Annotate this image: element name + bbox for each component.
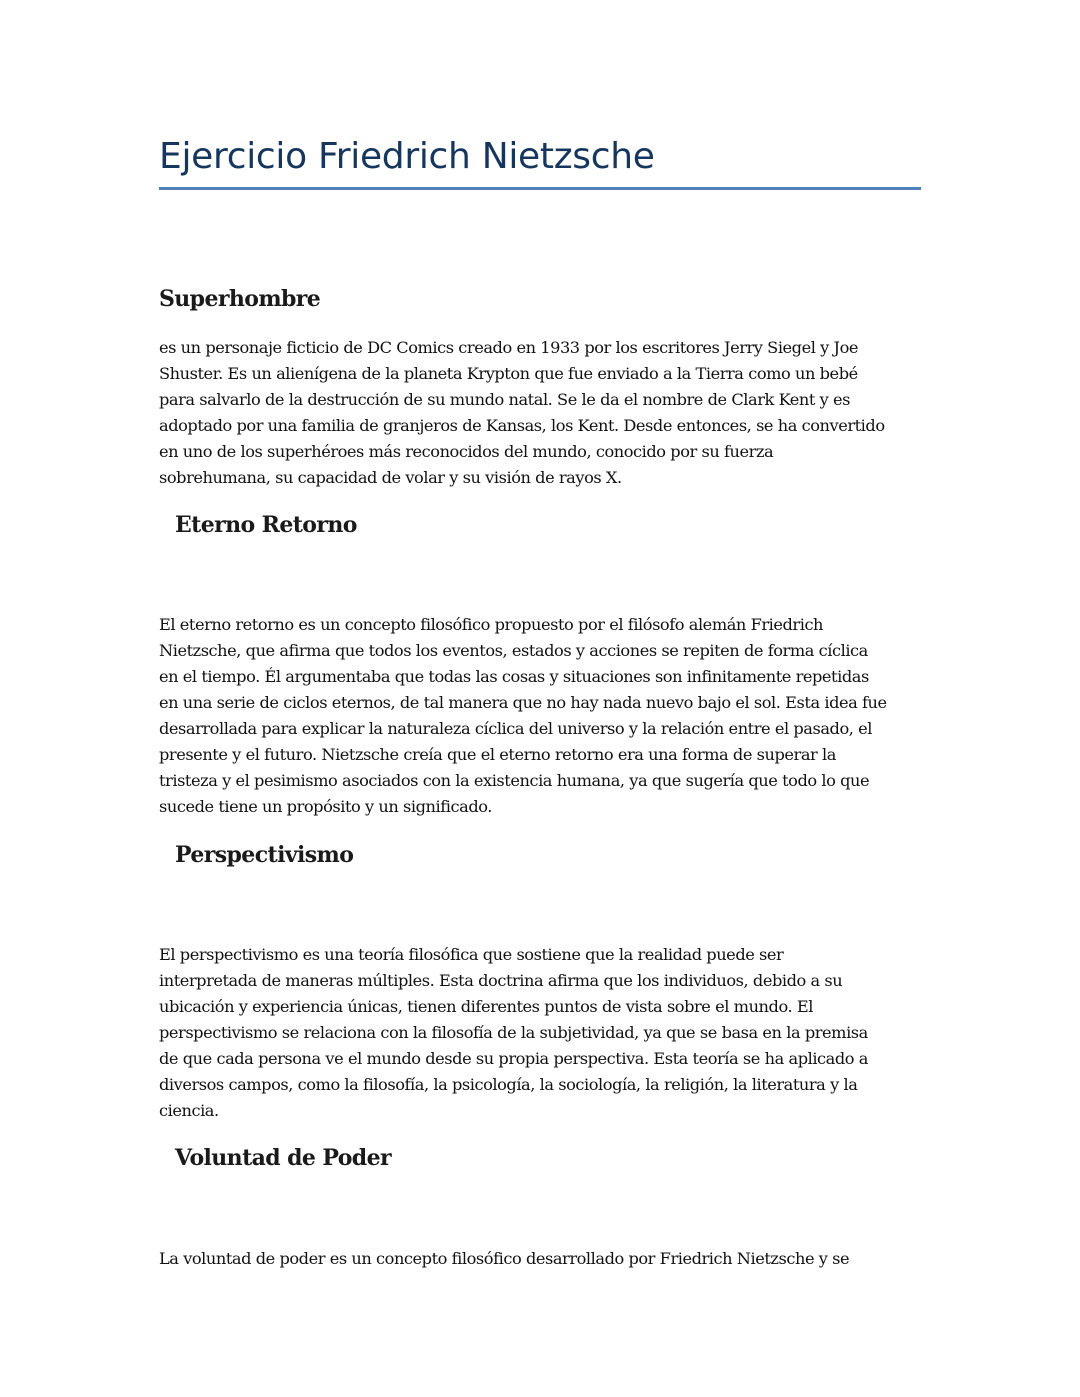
title-underline: [159, 187, 921, 190]
heading-eterno-retorno: Eterno Retorno: [175, 512, 357, 538]
heading-perspectivismo: Perspectivismo: [175, 842, 354, 868]
text-line: adoptado por una familia de granjeros de Kansas, los Kent. Desde entonces, se ha convertido: [159, 416, 885, 435]
text-line: presente y el futuro. Nietzsche creía que el eterno retorno era una forma de superar la: [159, 745, 836, 764]
heading-superhombre: Superhombre: [159, 286, 321, 312]
text-line: sobrehumana, su capacidad de volar y su visión de rayos X.: [159, 468, 622, 487]
paragraph-perspectivismo: [159, 942, 921, 1124]
heading-voluntad-de-poder: Voluntad de Poder: [175, 1145, 391, 1171]
document-title: Ejercicio Friedrich Nietzsche: [159, 136, 655, 177]
text-line: sucede tiene un propósito y un significado.: [159, 797, 492, 816]
paragraph-eterno-retorno: [159, 612, 921, 820]
text-line: La voluntad de poder es un concepto filosófico desarrollado por Friedrich Nietzsche y se: [159, 1249, 850, 1268]
text-line: tristeza y el pesimismo asociados con la existencia humana, ya que sugería que todo lo que: [159, 771, 870, 790]
paragraph-voluntad-de-poder: [159, 1246, 921, 1272]
text-line: Nietzsche, que afirma que todos los eventos, estados y acciones se repiten de forma cíclica: [159, 641, 868, 660]
text-line: en una serie de ciclos eternos, de tal manera que no hay nada nuevo bajo el sol. Esta idea fue: [159, 693, 887, 712]
text-line: interpretada de maneras múltiples. Esta doctrina afirma que los individuos, debido a su: [159, 971, 843, 990]
text-line: Shuster. Es un alienígena de la planeta Krypton que fue enviado a la Tierra como un bebé: [159, 364, 858, 383]
text-line: en el tiempo. Él argumentaba que todas las cosas y situaciones son infinitamente repetidas: [159, 667, 869, 686]
text-line: diversos campos, como la filosofía, la psicología, la sociología, la religión, la literatura y la: [159, 1075, 858, 1094]
text-line: ubicación y experiencia únicas, tienen diferentes puntos de vista sobre el mundo. El: [159, 997, 813, 1016]
text-line: El eterno retorno es un concepto filosófico propuesto por el filósofo alemán Friedrich: [159, 615, 824, 634]
text-line: ciencia.: [159, 1101, 219, 1120]
paragraph-superhombre: [159, 335, 921, 491]
text-line: es un personaje ficticio de DC Comics creado en 1933 por los escritores Jerry Siegel y Joe: [159, 338, 858, 357]
text-line: para salvarlo de la destrucción de su mundo natal. Se le da el nombre de Clark Kent y es: [159, 390, 851, 409]
text-line: desarrollada para explicar la naturaleza cíclica del universo y la relación entre el pasado, el: [159, 719, 873, 738]
text-line: en uno de los superhéroes más reconocidos del mundo, conocido por su fuerza: [159, 442, 774, 461]
text-line: de que cada persona ve el mundo desde su propia perspectiva. Esta teoría se ha aplicado a: [159, 1049, 868, 1068]
text-line: El perspectivismo es una teoría filosófica que sostiene que la realidad puede ser: [159, 945, 784, 964]
text-line: perspectivismo se relaciona con la filosofía de la subjetividad, ya que se basa en la premisa: [159, 1023, 868, 1042]
